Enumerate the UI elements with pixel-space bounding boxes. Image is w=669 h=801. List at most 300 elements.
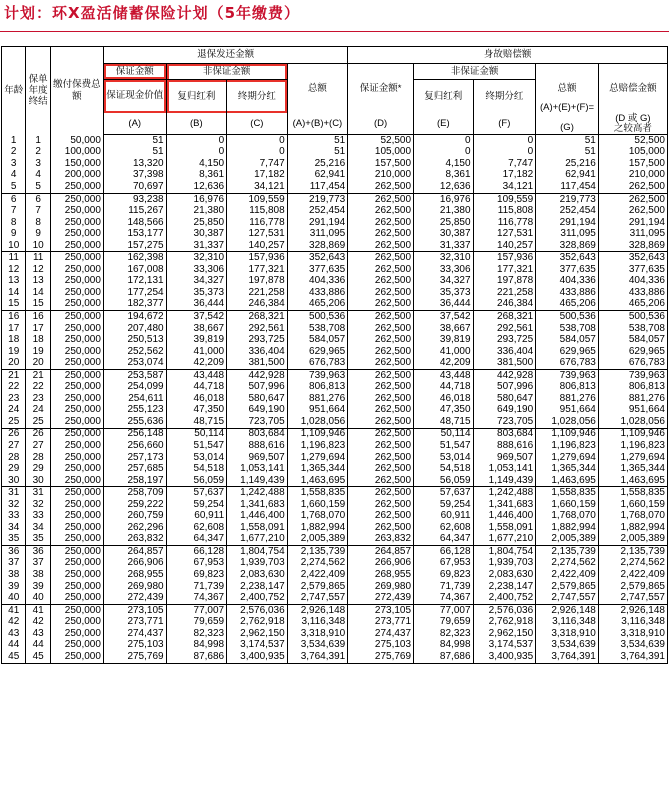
table-cell: 250,000 (50, 592, 103, 604)
table-cell: 2,926,148 (287, 604, 348, 616)
header-non-guaranteed-amount: 非保证金额 (166, 64, 287, 80)
table-cell: 951,664 (598, 405, 667, 417)
table-cell: 157,936 (227, 252, 288, 264)
table-cell: 404,336 (536, 276, 599, 288)
table-cell: 951,664 (536, 405, 599, 417)
table-cell: 177,321 (473, 264, 536, 276)
table-cell: 262,500 (348, 522, 414, 534)
table-cell: 328,869 (598, 240, 667, 252)
table-cell: 3,174,537 (227, 640, 288, 652)
table-cell: 252,562 (103, 346, 166, 358)
table-cell: 41 (2, 604, 26, 616)
table-cell: 262,500 (598, 181, 667, 193)
table-cell: 46,018 (414, 393, 473, 405)
table-row (2, 463, 668, 475)
table-cell: 2,926,148 (536, 604, 599, 616)
table-cell: 584,057 (598, 334, 667, 346)
table-cell: 66,128 (414, 546, 473, 558)
table-row (2, 604, 668, 616)
table-cell: 1,028,056 (287, 416, 348, 428)
table-cell: 8,361 (414, 170, 473, 182)
table-cell: 33 (26, 511, 50, 523)
table-row (2, 252, 668, 264)
table-cell: 12 (26, 264, 50, 276)
table-cell: 17 (2, 323, 26, 335)
table-cell: 629,965 (598, 346, 667, 358)
table-cell: 2,005,389 (536, 534, 599, 546)
table-cell: 1,149,439 (473, 475, 536, 487)
table-cell: 87,686 (414, 651, 473, 663)
table-cell: 263,832 (103, 534, 166, 546)
table-cell: 3,764,391 (287, 651, 348, 663)
table-cell: 1,365,344 (536, 463, 599, 475)
table-body (2, 135, 668, 664)
table-cell: 1,242,488 (227, 487, 288, 499)
table-cell: 38 (26, 569, 50, 581)
table-cell: 31 (26, 487, 50, 499)
table-cell: 8,361 (166, 170, 227, 182)
table-cell: 51 (287, 147, 348, 159)
table-cell: 311,095 (287, 228, 348, 240)
table-cell: 105,000 (348, 147, 414, 159)
table-cell: 115,808 (227, 205, 288, 217)
table-cell: 34 (2, 522, 26, 534)
table-cell: 2,962,150 (227, 628, 288, 640)
table-row (2, 287, 668, 299)
table-cell: 56,059 (414, 475, 473, 487)
table-cell: 182,377 (103, 299, 166, 311)
table-cell: 15 (26, 299, 50, 311)
header-terminal-dividend: 终期分红 (227, 80, 288, 114)
table-cell: 404,336 (287, 276, 348, 288)
table-cell: 2,274,562 (287, 558, 348, 570)
table-cell: 250,000 (50, 487, 103, 499)
table-cell: 723,705 (473, 416, 536, 428)
header-label-c: (C) (227, 113, 288, 135)
table-cell: 50,114 (414, 428, 473, 440)
table-cell: 2,005,389 (287, 534, 348, 546)
table-cell: 25,850 (166, 217, 227, 229)
table-cell: 34 (26, 522, 50, 534)
table-cell: 250,000 (50, 546, 103, 558)
table-cell: 2,926,148 (598, 604, 667, 616)
table-cell: 8 (2, 217, 26, 229)
table-cell: 1,660,159 (287, 499, 348, 511)
table-row (2, 546, 668, 558)
table-cell: 8 (26, 217, 50, 229)
table-cell: 1,196,823 (536, 440, 599, 452)
table-cell: 14 (2, 287, 26, 299)
header-policy-year: 保单年度终结 (26, 47, 50, 135)
table-row (2, 651, 668, 663)
table-cell: 465,206 (598, 299, 667, 311)
table-cell: 250,000 (50, 311, 103, 323)
header-death-non-guaranteed: 非保证金额 (414, 64, 536, 80)
table-cell: 252,454 (287, 205, 348, 217)
table-cell: 262,500 (348, 381, 414, 393)
table-cell: 60,911 (414, 511, 473, 523)
table-cell: 34,327 (166, 276, 227, 288)
table-cell: 4 (26, 170, 50, 182)
table-cell: 250,000 (50, 640, 103, 652)
table-cell: 157,275 (103, 240, 166, 252)
table-cell: 23 (2, 393, 26, 405)
table-cell: 2,762,918 (227, 616, 288, 628)
table-cell: 12,636 (414, 181, 473, 193)
table-cell: 3,764,391 (598, 651, 667, 663)
table-cell: 336,404 (473, 346, 536, 358)
table-cell: 266,906 (103, 558, 166, 570)
table-cell: 54,518 (414, 463, 473, 475)
table-cell: 82,323 (414, 628, 473, 640)
table-cell: 257,685 (103, 463, 166, 475)
table-row (2, 393, 668, 405)
table-cell: 25 (26, 416, 50, 428)
table-cell: 2,400,752 (227, 592, 288, 604)
table-cell: 2,747,557 (287, 592, 348, 604)
table-cell: 38,667 (166, 323, 227, 335)
table-cell: 676,783 (287, 357, 348, 369)
table-cell: 71,739 (414, 581, 473, 593)
table-cell: 62,941 (287, 170, 348, 182)
table-cell: 39,819 (414, 334, 473, 346)
table-cell: 41,000 (166, 346, 227, 358)
table-cell: 62,608 (166, 522, 227, 534)
table-cell: 250,000 (50, 240, 103, 252)
table-cell: 262,500 (348, 405, 414, 417)
table-cell: 258,197 (103, 475, 166, 487)
table-cell: 28 (2, 452, 26, 464)
table-cell: 250,000 (50, 405, 103, 417)
table-cell: 1,341,683 (473, 499, 536, 511)
table-cell: 157,500 (598, 158, 667, 170)
table-row (2, 534, 668, 546)
table-cell: 70,697 (103, 181, 166, 193)
table-cell: 3,116,348 (598, 616, 667, 628)
header-surrender-total: 总额 (287, 64, 348, 114)
table-cell: 1,939,703 (227, 558, 288, 570)
table-cell: 16 (2, 311, 26, 323)
table-cell: 1,446,400 (227, 511, 288, 523)
table-cell: 177,254 (103, 287, 166, 299)
header-age: 年龄 (2, 47, 26, 135)
table-row (2, 581, 668, 593)
table-cell: 262,500 (348, 499, 414, 511)
table-cell: 5 (26, 181, 50, 193)
table-cell: 22 (26, 381, 50, 393)
table-cell: 3 (26, 158, 50, 170)
table-row (2, 311, 668, 323)
table-cell: 250,000 (50, 522, 103, 534)
table-cell: 262,500 (348, 334, 414, 346)
table-cell: 32,310 (166, 252, 227, 264)
table-cell: 22 (2, 381, 26, 393)
table-cell: 274,437 (103, 628, 166, 640)
table-cell: 381,500 (227, 357, 288, 369)
table-cell: 250,000 (50, 334, 103, 346)
table-cell: 67,953 (166, 558, 227, 570)
table-cell: 167,008 (103, 264, 166, 276)
table-cell: 25,850 (414, 217, 473, 229)
table-cell: 262,500 (348, 369, 414, 381)
table-cell: 116,778 (473, 217, 536, 229)
table-cell: 1,768,070 (598, 511, 667, 523)
table-cell: 256,660 (103, 440, 166, 452)
table-cell: 127,531 (473, 228, 536, 240)
table-cell: 0 (166, 135, 227, 147)
table-cell: 269,980 (348, 581, 414, 593)
table-cell: 538,708 (536, 323, 599, 335)
table-cell: 14 (26, 287, 50, 299)
table-cell: 2,422,409 (598, 569, 667, 581)
table-cell: 255,636 (103, 416, 166, 428)
table-cell: 28 (26, 452, 50, 464)
table-cell: 273,771 (103, 616, 166, 628)
table-cell: 259,222 (103, 499, 166, 511)
table-cell: 3,534,639 (536, 640, 599, 652)
table-cell: 2,579,865 (536, 581, 599, 593)
table-cell: 44 (26, 640, 50, 652)
table-cell: 1,660,159 (536, 499, 599, 511)
table-row (2, 181, 668, 193)
table-cell: 46,018 (166, 393, 227, 405)
table-row (2, 369, 668, 381)
table-cell: 41 (26, 604, 50, 616)
table-cell: 0 (473, 135, 536, 147)
table-cell: 16,976 (166, 193, 227, 205)
table-cell: 739,963 (536, 369, 599, 381)
table-cell: 1,804,754 (473, 546, 536, 558)
header-label-d: (D) (348, 113, 414, 135)
table-cell: 47,350 (166, 405, 227, 417)
table-cell: 109,559 (227, 193, 288, 205)
table-cell: 273,105 (103, 604, 166, 616)
table-cell: 262,500 (348, 228, 414, 240)
table-cell: 538,708 (287, 323, 348, 335)
table-cell: 3,534,639 (598, 640, 667, 652)
table-cell: 44,718 (166, 381, 227, 393)
table-row (2, 357, 668, 369)
table-cell: 4,150 (166, 158, 227, 170)
table-cell: 24 (2, 405, 26, 417)
table-cell: 197,878 (227, 276, 288, 288)
table-cell: 23 (26, 393, 50, 405)
table-cell: 2,422,409 (536, 569, 599, 581)
table-cell: 54,518 (166, 463, 227, 475)
table-cell: 3,318,910 (598, 628, 667, 640)
table-cell: 19 (26, 346, 50, 358)
table-cell: 36,444 (166, 299, 227, 311)
table-cell: 250,000 (50, 369, 103, 381)
table-cell: 207,480 (103, 323, 166, 335)
table-cell: 2 (2, 147, 26, 159)
table-cell: 12,636 (166, 181, 227, 193)
table-cell: 9 (26, 228, 50, 240)
table-cell: 881,276 (598, 393, 667, 405)
table-cell: 210,000 (598, 170, 667, 182)
table-cell: 1,463,695 (536, 475, 599, 487)
table-cell: 26 (26, 428, 50, 440)
table-cell: 273,105 (348, 604, 414, 616)
table-cell: 69,823 (414, 569, 473, 581)
table-cell: 2,274,562 (598, 558, 667, 570)
header-label-dg-line1: (D 或 G) (615, 113, 651, 124)
table-cell: 264,857 (103, 546, 166, 558)
table-cell: 246,384 (227, 299, 288, 311)
table-cell: 262,500 (348, 181, 414, 193)
table-cell: 21,380 (166, 205, 227, 217)
table-cell: 17,182 (227, 170, 288, 182)
table-cell: 256,148 (103, 428, 166, 440)
table-cell: 250,000 (50, 181, 103, 193)
table-cell: 74,367 (166, 592, 227, 604)
table-cell: 47,350 (414, 405, 473, 417)
table-cell: 268,321 (227, 311, 288, 323)
table-cell: 1 (2, 135, 26, 147)
table-cell: 3,400,935 (227, 651, 288, 663)
table-cell: 43 (2, 628, 26, 640)
header-label-dg-line2: 之较高者 (613, 122, 652, 134)
table-cell: 5 (2, 181, 26, 193)
table-cell: 262,500 (348, 193, 414, 205)
table-cell: 1,365,344 (287, 463, 348, 475)
table-cell: 197,878 (473, 276, 536, 288)
table-cell: 13 (26, 276, 50, 288)
header-label-f: (F) (473, 113, 536, 135)
table-cell: 250,000 (50, 299, 103, 311)
table-cell: 48,715 (414, 416, 473, 428)
table-cell: 9 (2, 228, 26, 240)
table-cell: 268,955 (103, 569, 166, 581)
header-death-terminal: 终期分红 (473, 80, 536, 114)
table-cell: 74,367 (414, 592, 473, 604)
table-cell: 352,643 (598, 252, 667, 264)
table-cell: 264,857 (348, 546, 414, 558)
table-cell: 1,677,210 (473, 534, 536, 546)
table-cell: 2,747,557 (536, 592, 599, 604)
table-cell: 50,000 (50, 135, 103, 147)
table-cell: 739,963 (598, 369, 667, 381)
table-cell: 465,206 (536, 299, 599, 311)
table-row (2, 511, 668, 523)
header-label-g (536, 102, 599, 135)
table-cell: 1,558,835 (287, 487, 348, 499)
header-reversionary-bonus: 复归红利 (166, 80, 227, 114)
table-cell: 219,773 (536, 193, 599, 205)
table-cell: 274,437 (348, 628, 414, 640)
table-row (2, 299, 668, 311)
table-cell: 44 (2, 640, 26, 652)
table-cell: 262,500 (348, 240, 414, 252)
table-cell: 36 (2, 546, 26, 558)
table-cell: 268,955 (348, 569, 414, 581)
table-row (2, 276, 668, 288)
table-cell: 35,373 (166, 287, 227, 299)
table-cell: 250,000 (50, 393, 103, 405)
table-cell: 29 (26, 463, 50, 475)
table-cell: 254,099 (103, 381, 166, 393)
table-cell: 377,635 (536, 264, 599, 276)
table-row (2, 381, 668, 393)
table-cell: 246,384 (473, 299, 536, 311)
table-cell: 254,611 (103, 393, 166, 405)
table-cell: 42 (2, 616, 26, 628)
table-cell: 2,238,147 (227, 581, 288, 593)
table-cell: 35,373 (414, 287, 473, 299)
header-label-g-text: (G) (560, 121, 574, 133)
table-cell: 1,053,141 (473, 463, 536, 475)
header-label-e: (E) (414, 113, 473, 135)
table-cell: 2,135,739 (287, 546, 348, 558)
table-cell: 250,000 (50, 534, 103, 546)
table-cell: 2,962,150 (473, 628, 536, 640)
table-cell: 153,177 (103, 228, 166, 240)
table-cell: 0 (166, 147, 227, 159)
table-row (2, 640, 668, 652)
title-divider (0, 31, 669, 32)
header-death-total: 总额 (536, 64, 599, 114)
table-row (2, 135, 668, 147)
table-cell: 150,000 (50, 158, 103, 170)
table-cell: 32 (2, 499, 26, 511)
table-cell: 250,000 (50, 558, 103, 570)
table-cell: 262,296 (103, 522, 166, 534)
table-cell: 0 (227, 147, 288, 159)
table-cell: 262,500 (348, 428, 414, 440)
table-cell: 117,454 (536, 181, 599, 193)
header-death-reversionary: 复归红利 (414, 80, 473, 114)
table-cell: 291,194 (598, 217, 667, 229)
table-cell: 292,561 (473, 323, 536, 335)
table-cell: 1,279,694 (598, 452, 667, 464)
table-cell: 1,446,400 (473, 511, 536, 523)
table-cell: 250,000 (50, 205, 103, 217)
table-cell: 262,500 (348, 311, 414, 323)
table-row (2, 193, 668, 205)
table-cell: 52,500 (348, 135, 414, 147)
table-cell: 32,310 (414, 252, 473, 264)
table-cell: 250,000 (50, 323, 103, 335)
table-cell: 262,500 (348, 323, 414, 335)
table-cell: 37,542 (166, 311, 227, 323)
table-cell: 250,000 (50, 604, 103, 616)
table-cell: 7 (26, 205, 50, 217)
table-cell: 255,123 (103, 405, 166, 417)
table-cell: 1,882,994 (287, 522, 348, 534)
table-cell: 0 (227, 135, 288, 147)
table-cell: 250,000 (50, 357, 103, 369)
table-cell: 1,028,056 (598, 416, 667, 428)
table-cell: 3,764,391 (536, 651, 599, 663)
table-cell: 969,507 (227, 452, 288, 464)
table-cell: 38,667 (414, 323, 473, 335)
table-cell: 262,500 (348, 487, 414, 499)
table-cell: 3,116,348 (536, 616, 599, 628)
table-cell: 53,014 (166, 452, 227, 464)
table-cell: 580,647 (227, 393, 288, 405)
table-cell: 336,404 (227, 346, 288, 358)
table-cell: 629,965 (536, 346, 599, 358)
table-cell: 500,536 (598, 311, 667, 323)
table-cell: 82,323 (166, 628, 227, 640)
table-cell: 93,238 (103, 193, 166, 205)
table-cell: 219,773 (287, 193, 348, 205)
header-label-b: (B) (166, 113, 227, 135)
table-cell: 21 (26, 369, 50, 381)
table-cell: 51 (103, 147, 166, 159)
table-cell: 1,196,823 (287, 440, 348, 452)
table-cell: 250,000 (50, 452, 103, 464)
